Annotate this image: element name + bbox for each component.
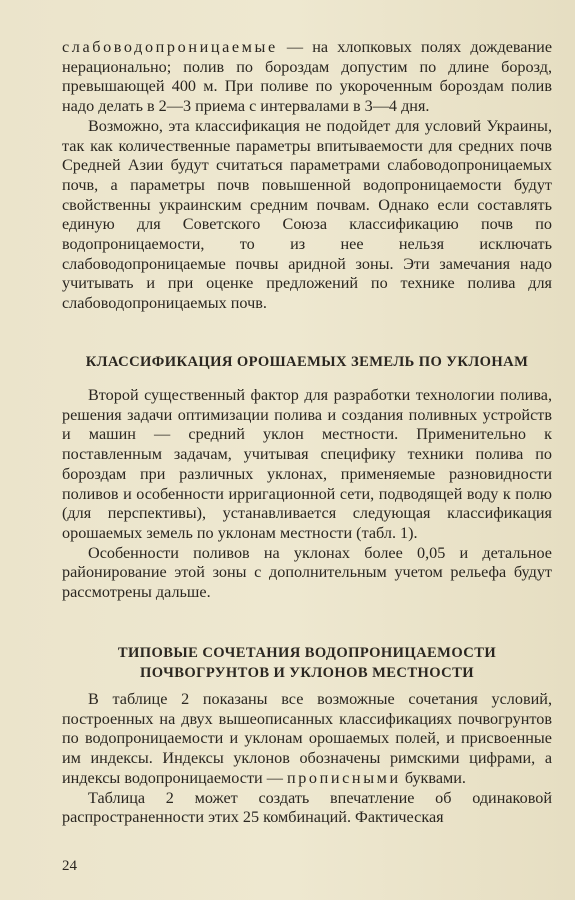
section-heading-combinations [62,643,552,683]
page-number: 24 [62,858,77,874]
paragraph-5-tail: буквами. [400,768,466,787]
paragraph-6: Таблица 2 может создать впечатление об одинаковой распространенности этих 25 комбинаций. Фактическая [62,788,552,827]
text-block-bottom [62,690,552,828]
heading-line-1: ТИПОВЫЕ СОЧЕТАНИЯ ВОДОПРОНИЦАЕМОСТИ [117,645,497,661]
paragraph-1-text: — на хлопковых полях дождевание нерационально; полив по бороздам допустим по длине борозд, превышающей 400 м. При поливе по укороченным бороздам полив надо делать в 2—3 приема с интервалами в 3—4 дня. [62,38,552,116]
spaced-term: прописными [286,768,401,787]
text-block-middle [62,386,552,603]
text-block-top [62,38,552,314]
spaced-term: слабоводопроницаемые [62,38,278,56]
paragraph-1 [62,38,552,117]
heading-line-2: ПОЧВОГРУНТОВ И УКЛОНОВ МЕСТНОСТИ [140,665,474,681]
section-heading-slopes: КЛАССИФИКАЦИЯ ОРОШАЕМЫХ ЗЕМЕЛЬ ПО УКЛОНАМ [85,354,529,370]
paragraph-4: Особенности поливов на уклонах более 0,05 и детальное районирование этой зоны с дополнительным учетом рельефа будут рассмотрены дальше. [62,543,552,602]
paragraph-5 [62,690,552,789]
paragraph-5-text: В таблице 2 показаны все возможные сочетания условий, построенных на двух вышеописанных классификациях почвогрунтов по водопроницаемости и уклонам орошаемых полей, и присвоенные им индексы. Индексы уклонов обозначены римскими цифрами, а индексы водопроницаемости — [62,690,552,787]
paragraph-2: Возможно, эта классификация не подойдет для условий Украины, так как количественные параметры впитываемости для средних почв Средней Азии будут считаться параметрами слабоводопроницаемых почв, а параметры почв повышенной водопроницаемости будут свойственны украинским средним почвам. Однако если составлять единую для Советского Союза классификацию почв по водопроницаемости, то из нее нельзя исключать слабоводопроницаемые почвы аридной зоны. Эти замечания надо учитывать и при оценке предложений по технике полива для слабоводопроницаемых почв. [62,116,552,313]
paragraph-3: Второй существенный фактор для разработки технологии полива, решения задачи оптимизации полива и создания поливных устройств и машин — средний уклон местности. Применительно к поставленным задачам, учитывая специфику техники полива по бороздам при различных уклонах, применяемые разновидности поливов и особенности ирригационной сети, подводящей воду к полю (для перспективы), устанавливается следующая классификация орошаемых земель по уклонам местности (табл. 1). [62,386,552,542]
